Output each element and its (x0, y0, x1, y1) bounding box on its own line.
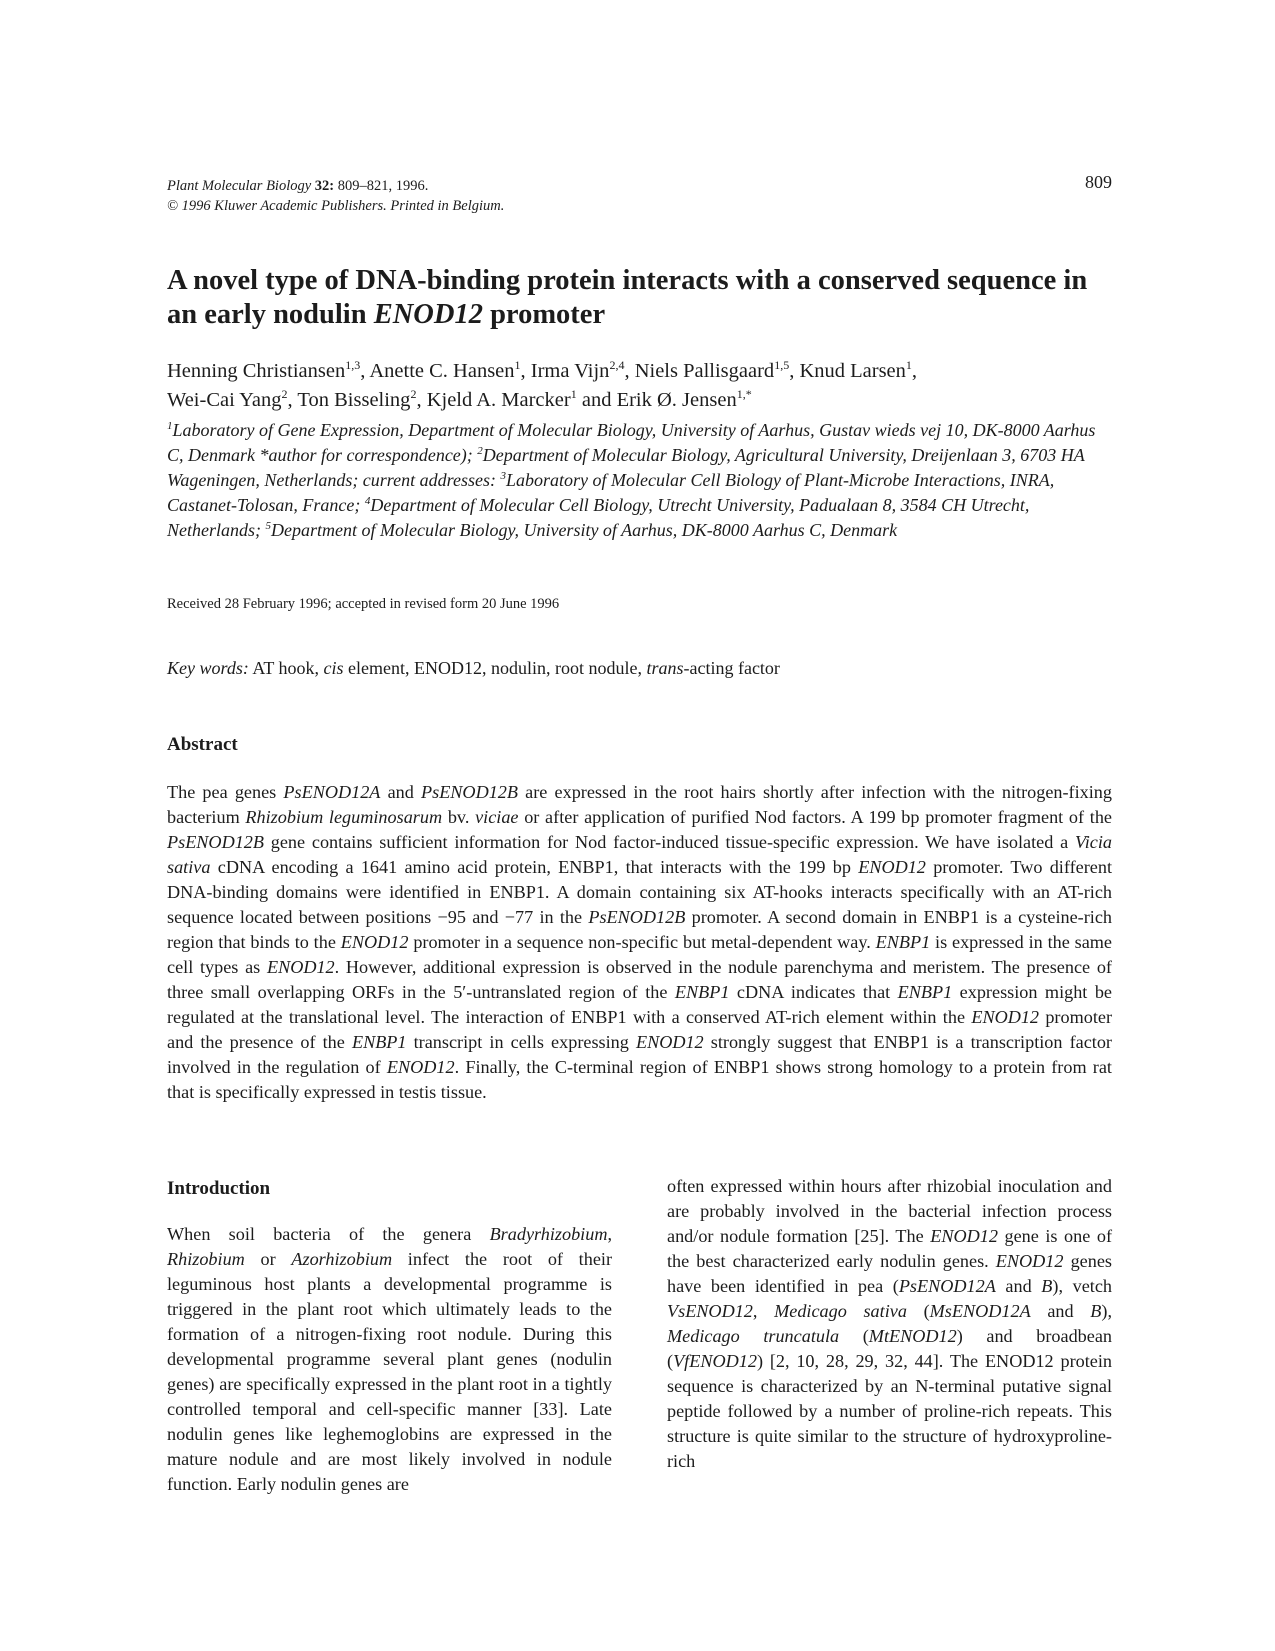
italic-term: ENOD12 (340, 932, 409, 952)
italic-term: Rhizobium (167, 1249, 245, 1269)
affiliation-marker: 5 (265, 520, 271, 532)
keywords-label: Key words: (167, 658, 249, 678)
text-run: promoter. A second domain in ENBP1 is a cysteine-rich region that binds to the (167, 907, 1112, 952)
author-name: Kjeld A. Marcker (426, 389, 571, 411)
introduction-column-2 (667, 1174, 1112, 1474)
text-run: promoter in a sequence non-specific but metal-dependent way. (408, 932, 876, 952)
citation-line (167, 176, 1112, 196)
gene-name: ENOD12 (373, 299, 483, 330)
text-run: gene is one of the best characterized early nodulin genes. (667, 1226, 1113, 1271)
italic-term: ENBP1 (897, 982, 953, 1002)
author-affiliation-marker: 2 (281, 387, 288, 402)
italic-term: Rhizobium leguminosarum (245, 807, 443, 827)
author-affiliation-marker: 1,5 (774, 358, 790, 373)
introduction-heading: Introduction (167, 1178, 271, 1199)
italic-term: ENOD12 (266, 957, 335, 977)
italic-term: ENOD12 (386, 1057, 455, 1077)
text-run: , (752, 1301, 775, 1321)
author-affiliation-marker: 2 (410, 387, 417, 402)
text-run: transcript in cells expressing (406, 1032, 636, 1052)
pages-year: 809–821, 1996. (334, 178, 429, 194)
italic-term: Azorhizobium (291, 1249, 393, 1269)
volume: 32: (314, 178, 335, 194)
author-affiliation-marker: 1 (570, 387, 577, 402)
author-separator: , (287, 389, 298, 411)
keywords: Key words: AT hook, cis element, ENOD12, nodulin, root nodule, trans-acting factor (167, 658, 780, 678)
text-run: are expressed in the root hairs shortly after infection with the nitrogen-fixing bacterium (167, 782, 1112, 827)
received-date: Received 28 February 1996; accepted in revised form 20 June 1996 (167, 596, 560, 612)
italic-term: ENOD12 (930, 1226, 998, 1246)
text-run: ( (906, 1301, 930, 1321)
author-name: Niels Pallisgaard (634, 360, 775, 382)
text-run: When soil bacteria of the genera (167, 1224, 490, 1244)
text-run: expression might be regulated at the translational level. The interaction of ENBP1 with a conserved AT-rich element within the (167, 982, 1112, 1027)
author-affiliation-marker: 1,* (736, 387, 752, 402)
introduction-column-1 (167, 1222, 612, 1497)
author-separator: , (624, 360, 635, 382)
italic-term: PsENOD12B (421, 782, 518, 802)
affiliation-marker: 3 (500, 470, 506, 482)
running-header (167, 172, 1112, 216)
author-name: Anette C. Hansen (369, 360, 515, 382)
italic-term: MtENOD12 (868, 1326, 957, 1346)
author-separator: , (520, 360, 531, 382)
title-line-1: A novel type of DNA-binding protein interacts with a conserved sequence in (167, 265, 1088, 296)
author-name: Knud Larsen (799, 360, 906, 382)
text-run: often expressed within hours after rhizobial inoculation and are probably involved in the bacterial infection process and/or nodule formation [25]. The (667, 1176, 1112, 1246)
page-number: 809 (1085, 172, 1112, 192)
italic-term: Medicago truncatula (667, 1326, 840, 1346)
author-affiliation-marker: 1 (905, 358, 912, 373)
author-affiliation-marker: 2,4 (609, 358, 625, 373)
text-run: or after application of purified Nod factors. A 199 bp promoter fragment of the (518, 807, 1112, 827)
affiliation-marker: 1 (167, 420, 173, 432)
text-run: is expressed in the same cell types as (167, 932, 1113, 977)
italic-term: ENBP1 (875, 932, 931, 952)
text-run: promoter and the presence of the (167, 1007, 1112, 1052)
author-separator: , (789, 360, 800, 382)
author-separator: , (360, 360, 370, 382)
text-run: promoter. Two different DNA-binding domains were identified in ENBP1. A domain containing six AT-hooks interacts specifically with an AT-rich sequence located between positions −95 and −77 in the (167, 857, 1112, 927)
affiliation-marker: 4 (364, 495, 371, 507)
text-run: and (995, 1276, 1042, 1296)
text-run: gene contains sufficient information for Nod factor-induced tissue-specific expression. We have isolated a (264, 832, 1075, 852)
author-affiliation-marker: 1 (514, 358, 521, 373)
italic-term: VfENOD12 (673, 1351, 757, 1371)
text-run: bv. (442, 807, 476, 827)
italic-term: MsENOD12A (929, 1301, 1031, 1321)
italic-term: B (1090, 1301, 1102, 1321)
italic-term: Bradyrhizobium (489, 1224, 608, 1244)
title-line-2: an early nodulin ENOD12 promoter (167, 299, 606, 330)
text-run: cDNA indicates that (729, 982, 898, 1002)
affiliation-text: Laboratory of Molecular Cell Biology of Plant-Microbe Interactions, INRA, Castanet-Tolosan, France; (167, 470, 1055, 515)
author-separator: and (576, 389, 617, 411)
italic-term: B (1041, 1276, 1053, 1296)
text-run: . However, additional expression is observed in the nodule parenchyma and meristem. The presence of three small overlapping ORFs in the 5′-untranslated region of the (167, 957, 1112, 1002)
author-separator: , (416, 389, 427, 411)
text-run: The pea genes (167, 782, 284, 802)
text-run: or (244, 1249, 292, 1269)
text-run: ), (1101, 1301, 1112, 1321)
article-title (167, 264, 1117, 332)
italic-term: ENOD12 (995, 1251, 1064, 1271)
author-separator: , (911, 360, 918, 382)
italic-term: PsENOD12B (588, 907, 686, 927)
author-name: Erik Ø. Jensen (616, 389, 737, 411)
italic-term: Vicia sativa (167, 832, 1112, 877)
author-list (167, 357, 1122, 415)
text-run: ( (839, 1326, 869, 1346)
italic-term: PsENOD12A (898, 1276, 996, 1296)
text-run: strongly suggest that ENBP1 is a transcription factor involved in the regulation of (167, 1032, 1112, 1077)
journal-name: Plant Molecular Biology (167, 178, 312, 194)
author-name: Irma Vijn (530, 360, 610, 382)
italic-term: ENOD12 (858, 857, 926, 877)
author-name: Wei-Cai Yang (167, 389, 282, 411)
text-run: and (1030, 1301, 1091, 1321)
text-run: genes have been identified in pea ( (667, 1251, 1112, 1296)
text-run: cDNA encoding a 1641 amino acid protein, ENBP1, that interacts with the 199 bp (210, 857, 859, 877)
text-run: infect the root of their leguminous host plants a developmental programme is triggered in the plant root which ultimately leads to the formation of a nitrogen-fixing root nodule. During this developmental programme several plant genes (nodulin genes) are specifically expressed in the plant root in a tightly controlled temporal and cell-specific manner [33]. Late nodulin genes like leghemoglobins are expressed in the mature nodule and are most likely involved in nodule function. Early nodulin genes are (167, 1249, 612, 1494)
affiliation-text: Department of Molecular Biology, Agricultural University, Dreijenlaan 3, 6703 HA Wageningen, Netherlands; current addresses: (167, 445, 1085, 490)
copyright-line: © 1996 Kluwer Academic Publishers. Printed in Belgium. (167, 198, 505, 214)
author-affiliation-marker: 1,3 (345, 358, 361, 373)
text-run: , (607, 1224, 612, 1244)
text-run: ) and broadbean ( (667, 1326, 1112, 1371)
italic-term: VsENOD12 (667, 1301, 753, 1321)
author-name: Henning Christiansen (167, 360, 346, 382)
abstract-heading: Abstract (167, 734, 238, 755)
affiliation-text: Department of Molecular Biology, University of Aarhus, DK-8000 Aarhus C, Denmark (271, 520, 898, 540)
italic-term: ENOD12 (971, 1007, 1040, 1027)
affiliation-text: Laboratory of Gene Expression, Department of Molecular Biology, University of Aarhus, Gustav wieds vej 10, DK-8000 Aarhus C, Denmark *author for correspondence); (167, 420, 1096, 465)
italic-term: viciae (475, 807, 519, 827)
abstract-text (167, 780, 1112, 1105)
italic-term: ENBP1 (674, 982, 730, 1002)
text-run: ), vetch (1052, 1276, 1112, 1296)
italic-term: Medicago sativa (774, 1301, 907, 1321)
text-run: and (380, 782, 421, 802)
italic-term: PsENOD12A (283, 782, 381, 802)
text-run: ) [2, 10, 28, 29, 32, 44]. The ENOD12 protein sequence is characterized by an N-terminal putative signal peptide followed by a number of proline-rich repeats. This structure is quite similar to the structure of hydroxyproline-rich (667, 1351, 1112, 1471)
author-name: Ton Bisseling (297, 389, 411, 411)
italic-term: ENBP1 (351, 1032, 407, 1052)
affiliation-text: Department of Molecular Cell Biology, Utrecht University, Padualaan 8, 3584 CH Utrecht, Netherlands; (167, 495, 1030, 540)
affiliations (167, 418, 1112, 543)
affiliation-marker: 2 (477, 445, 483, 457)
text-run: . Finally, the C-terminal region of ENBP1 shows strong homology to a protein from rat that is specifically expressed in testis tissue. (167, 1057, 1112, 1102)
italic-term: ENOD12 (635, 1032, 704, 1052)
italic-term: PsENOD12B (167, 832, 264, 852)
